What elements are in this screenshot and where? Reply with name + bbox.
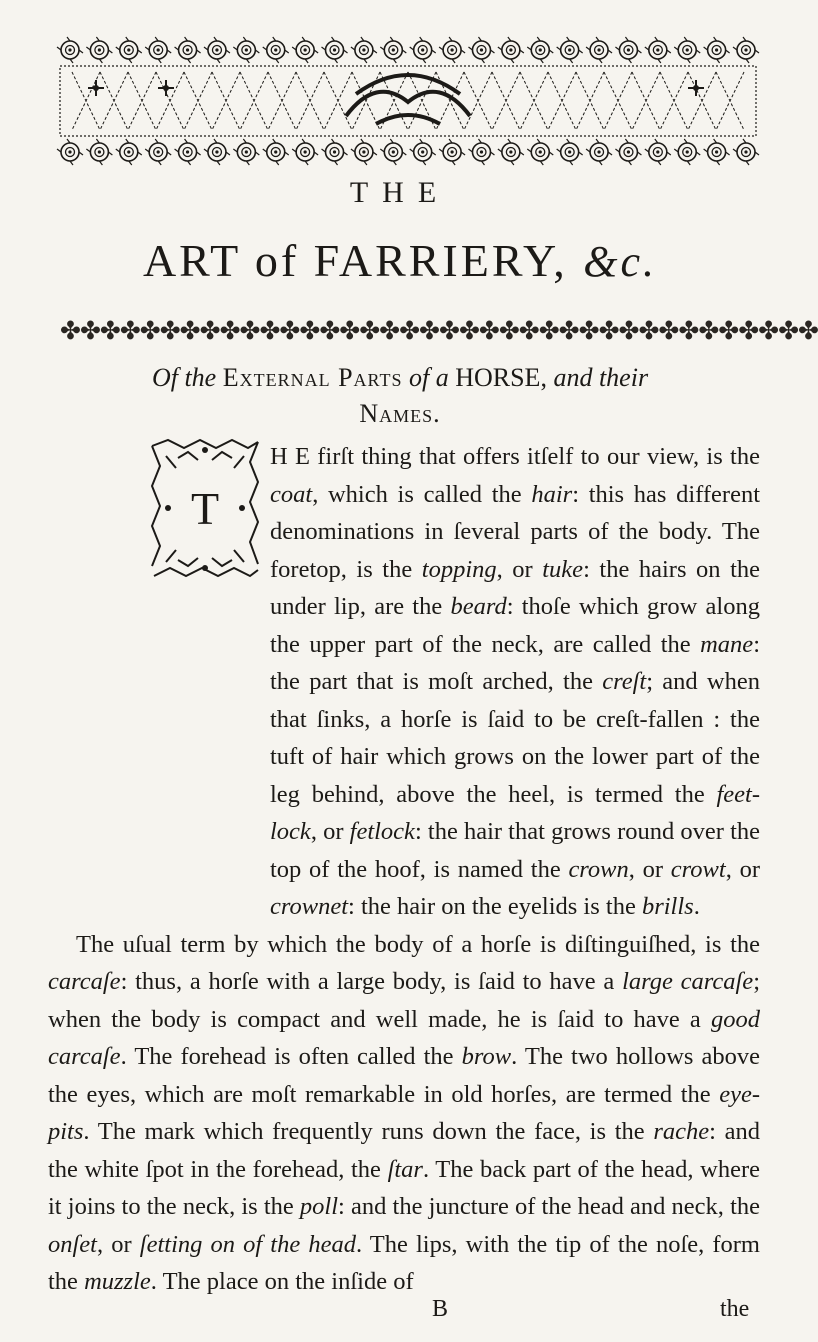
text-run: : thoſe which grow along the upper part of the neck, are called the [270, 593, 760, 658]
text-run: H E firſt thing that offers itſelf to our view, is the [270, 443, 760, 470]
paragraph-1 [48, 438, 760, 926]
title-the: THE [349, 176, 451, 209]
text-run: , or [496, 555, 543, 583]
text-run: . The two hollows above the eyes, which are moſt remarkable in old horſes, are termed the [48, 1043, 760, 1108]
text-run: : the hairs on the under lip, are the [270, 555, 760, 620]
text-run: , or [310, 818, 350, 845]
text-run: . The mark which frequently runs down the face, is the [83, 1118, 654, 1145]
text-run: ; when the body is compact and well made, he is ſaid to have a [48, 968, 760, 1033]
text-run: : and the white ſpot in the forehead, the [48, 1118, 760, 1183]
text-run: , or [725, 855, 760, 883]
italic-term: crown [568, 855, 629, 883]
text-run: . The lips, with the tip of the noſe, form the [48, 1230, 760, 1295]
italic-term: hair [531, 480, 573, 508]
italic-term: good carcaſe [48, 1005, 760, 1070]
paragraph-2 [48, 926, 760, 1301]
text-run: : and the juncture of the head and neck, the [338, 1193, 760, 1220]
italic-term: mane [700, 630, 754, 658]
title-etc: &c. [583, 237, 658, 286]
text-run: : the hair that grows round over the top of the hoof, is named the [270, 818, 760, 883]
italic-term: tuke [542, 555, 584, 583]
text-run: : this has different denominations in ſeveral parts of the body. The foretop, is the [270, 480, 761, 583]
text-run: The uſual term by which the body of a horſe is diſtinguiſhed, is the [76, 930, 760, 958]
section-heading: Of the External Parts of a HORSE, and their Names. [151, 363, 649, 428]
text-run: . The forehead is often called the [120, 1043, 462, 1070]
text-run: , or [97, 1230, 140, 1258]
text-run: , or [628, 855, 671, 883]
signature-mark: B [432, 1296, 449, 1322]
italic-term: ſtar [387, 1155, 423, 1183]
italic-term: ſetting on of the head [139, 1230, 356, 1258]
italic-term: brow [461, 1043, 512, 1070]
italic-term: topping [421, 555, 497, 583]
text-run: . [693, 893, 700, 920]
italic-term: feet-lock [270, 780, 760, 845]
italic-term: coat [270, 480, 313, 508]
text-run: . The place on the inſide of [150, 1268, 414, 1295]
catchword: the [720, 1296, 750, 1322]
initial-letter: T [174, 478, 236, 540]
body-text [48, 438, 760, 1301]
text-run: ; and when that ſinks, a horſe is ſaid to be creſt-fallen : the tuft of hair which grows on the lower part of the leg behind, above the heel, is termed the [270, 668, 760, 808]
italic-term: crownet [270, 893, 349, 920]
text-run: : thus, a horſe with a large body, is ſaid to have a [120, 968, 623, 995]
italic-term: muzzle [84, 1268, 151, 1295]
italic-term: beard [450, 593, 507, 620]
text-run: , which is called the [312, 480, 532, 508]
italic-term: rache [653, 1118, 710, 1145]
text-run: : the hair on the eyelids is the [348, 893, 642, 920]
text-run: . The back part of the head, where it joins to the neck, is the [48, 1155, 760, 1220]
italic-term: fetlock [349, 818, 415, 845]
italic-term: large carcaſe [622, 968, 754, 995]
italic-term: crowt [670, 855, 726, 883]
italic-term: eye-pits [48, 1080, 760, 1145]
italic-term: onſet [48, 1230, 97, 1258]
page-footer [0, 1296, 800, 1336]
title-main: ART of FARRIERY, [142, 235, 568, 286]
italic-term: carcaſe [48, 968, 121, 995]
italic-term: creſt [602, 668, 647, 695]
italic-term: brills [641, 893, 694, 920]
italic-term: poll [299, 1193, 339, 1220]
text-run: : the part that is moſt arched, the [270, 630, 760, 695]
ornamental-headpiece [56, 36, 760, 166]
book-title [0, 230, 800, 288]
ornamental-divider: ✤✤✤✤✤✤✤✤✤✤✤✤✤✤✤✤✤✤✤✤✤✤✤✤✤✤✤✤✤✤✤✤✤✤✤✤✤✤ [60, 318, 818, 345]
